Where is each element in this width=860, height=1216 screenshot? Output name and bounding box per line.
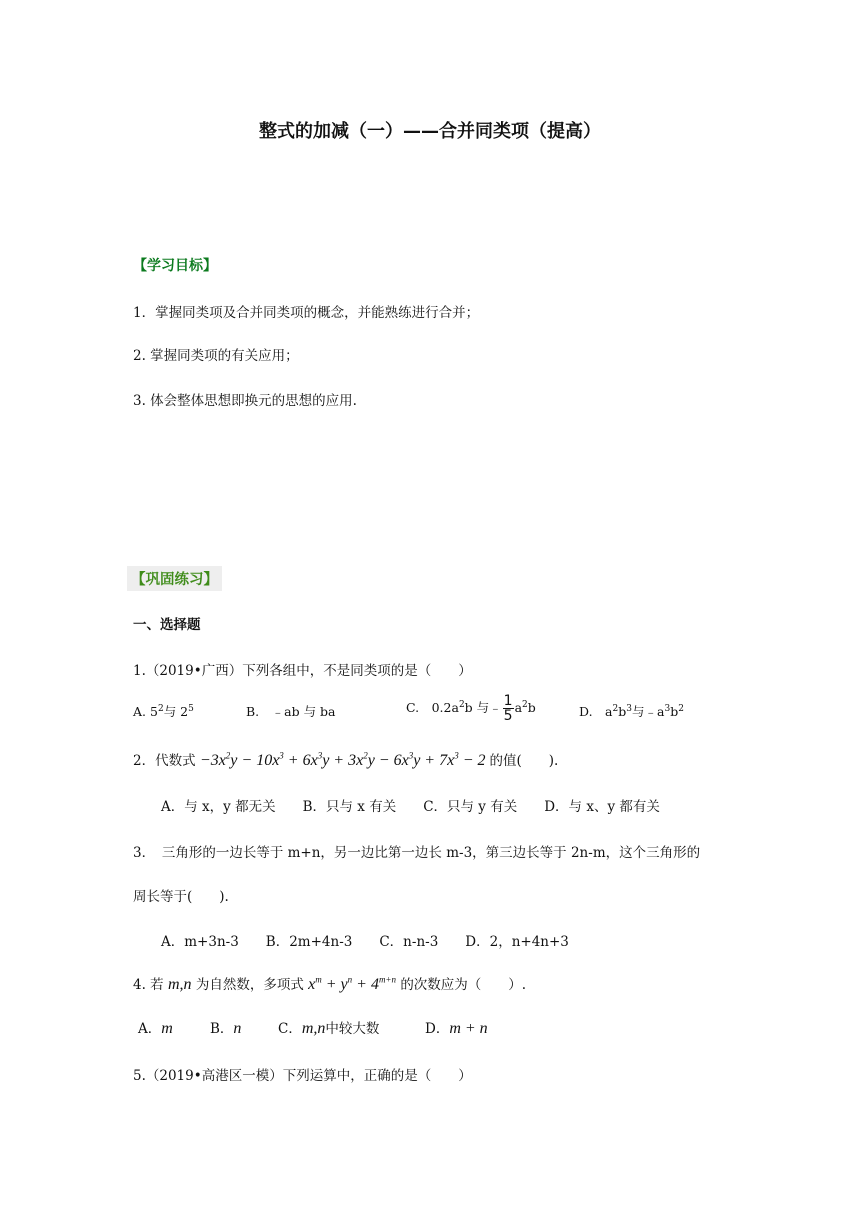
- question-1-option-c: C. $0.2a^2b$ 与﹣ $\frac{1}{5}$ $a^2b$: [406, 693, 536, 724]
- question-1-option-b: B. ﹣ab 与 ba: [246, 704, 336, 719]
- objectives-heading: 【学习目标】: [133, 258, 217, 274]
- question-3-line-1: 3． 三角形的一边长等于 m+n，另一边比第一边长 m-3，第三边长等于 2n-m，这个三角形的: [133, 845, 701, 861]
- polynomial-expression-q4: $x^m + y^n + 4^{m+n}$: [308, 974, 397, 993]
- objective-item-2: 2. 掌握同类项的有关应用；: [133, 348, 299, 364]
- question-4-option-d: D．m + n: [425, 1020, 488, 1037]
- fraction-one-fifth: $\frac{1}{5}$: [503, 693, 513, 724]
- question-5-stem: 5.（2019•高港区一模）下列运算中，正确的是（ ）: [133, 1068, 472, 1084]
- question-4-option-c: C．m,n中较大数: [278, 1020, 380, 1037]
- question-1-option-a: A. $5^2$与 $2^5$: [133, 703, 194, 719]
- question-3-options: A．m+3n-3 B．2m+4n-3 C．n-n-3 D．2，n+4n+3: [161, 934, 569, 950]
- objective-item-3: 3. 体会整体思想即换元的思想的应用.: [133, 393, 357, 409]
- question-3-line-2: 周长等于( ).: [133, 889, 229, 905]
- question-2-options: A．与 x，y 都无关 B．只与 x 有关 C．只与 y 有关 D．与 x、y 都有关: [161, 799, 660, 815]
- practice-heading: 【巩固练习】: [127, 566, 222, 591]
- polynomial-expression: $-3x^2y - 10x^3 + 6x^3y + 3x^2y - 6x^3y + 7x^3 - 2$: [199, 750, 486, 769]
- objective-item-1: 1．掌握同类项及合并同类项的概念，并能熟练进行合并；: [133, 305, 480, 321]
- question-4-option-a: A．m: [138, 1020, 173, 1037]
- question-2-stem: 2．代数式 $-3x^2y - 10x^3 + 6x^3y + 3x^2y - 6x^3y + 7x^3 - 2$ 的值( ).: [133, 750, 559, 769]
- question-4-stem: 4. 若 m,n 为自然数，多项式 $x^m + y^n + 4^{m+n}$ 的次数应为（ ）.: [133, 974, 527, 993]
- question-1-option-d: D. $a^2b^3$与$﹣a^3b^2$: [579, 703, 684, 719]
- question-4-option-b: B．n: [210, 1020, 242, 1037]
- question-1-stem: 1.（2019•广西）下列各组中，不是同类项的是（ ）: [133, 663, 472, 679]
- page-title: 整式的加减（一）——合并同类项（提高）: [259, 121, 601, 142]
- section-heading: 一、选择题: [133, 617, 201, 633]
